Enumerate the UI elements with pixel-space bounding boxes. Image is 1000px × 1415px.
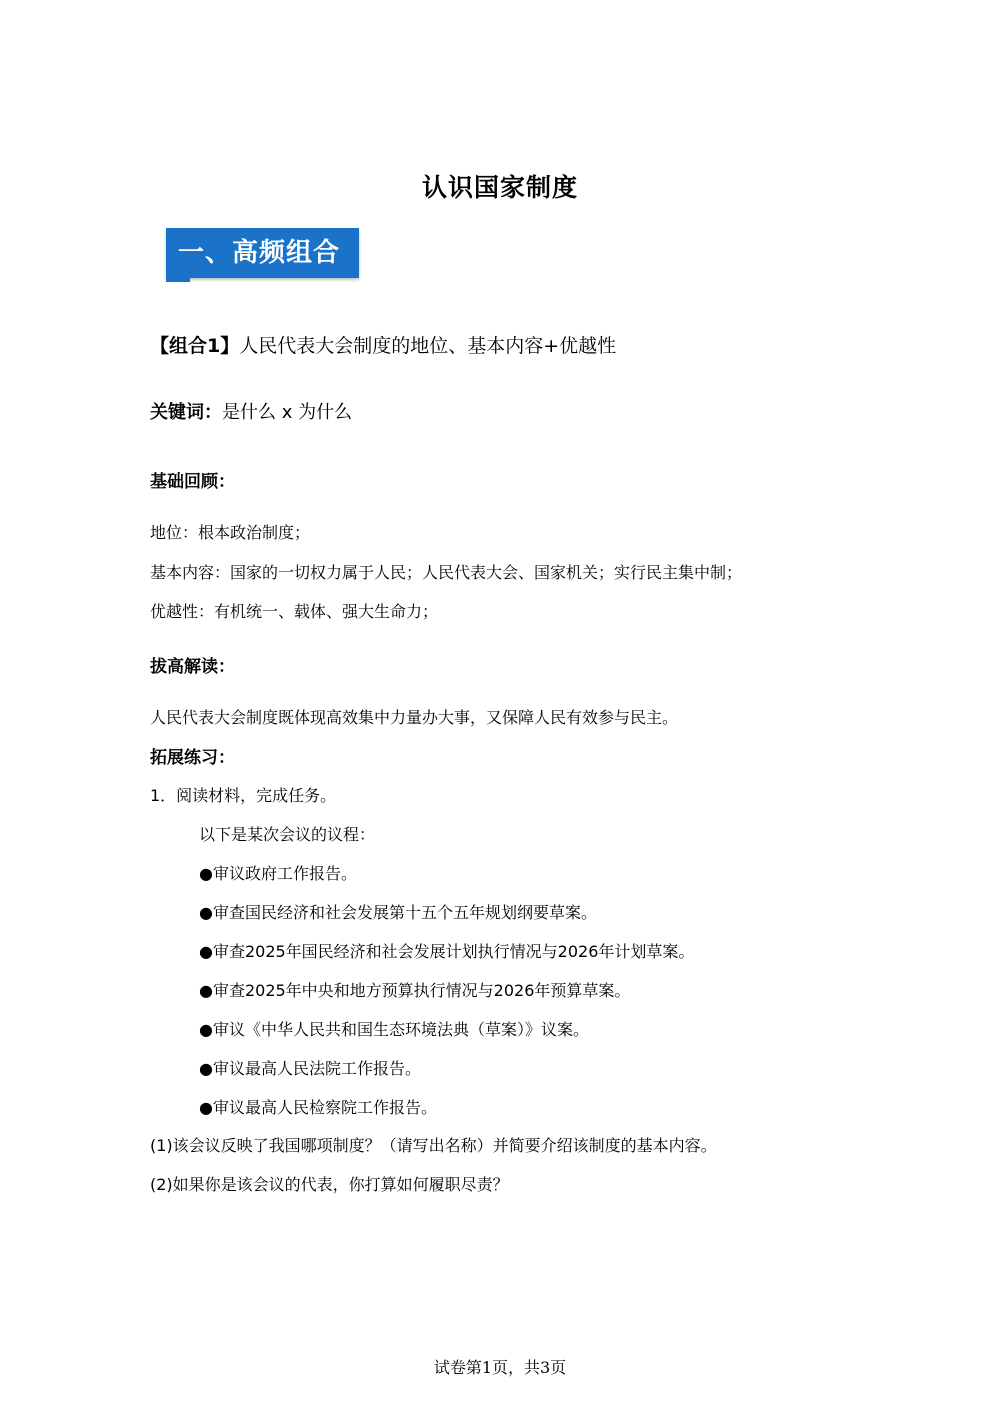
keywords-label: 关键词： [150, 402, 222, 423]
agenda-item: ●审议《中华人民共和国生态环境法典（草案）》议案。 [199, 1020, 589, 1039]
group-text: 人民代表大会制度的地位、基本内容+优越性 [239, 335, 617, 357]
interpret-text: 人民代表大会制度既体现高效集中力量办大事，又保障人民有效参与民主。 [150, 708, 679, 727]
sub-question-1: (1)该会议反映了我国哪项制度？（请写出名称）并简要介绍该制度的基本内容。 [150, 1136, 717, 1155]
banner-tab-decoration [166, 278, 190, 282]
sub-question-2: (2)如果你是该会议的代表，你打算如何履职尽责？ [150, 1175, 509, 1194]
group-heading [150, 331, 616, 358]
interpret-heading: 拔高解读： [150, 657, 235, 677]
agenda-item: ●审议政府工作报告。 [199, 864, 357, 883]
agenda-item: ●审查2025年中央和地方预算执行情况与2026年预算草案。 [199, 981, 631, 1000]
page-title: 认识国家制度 [421, 173, 578, 202]
review-line-advantage: 优越性：有机统一、载体、强大生命力； [150, 602, 439, 621]
section-banner [166, 228, 359, 278]
keywords-line [150, 398, 352, 424]
agenda-item: ●审查2025年国民经济和社会发展计划执行情况与2026年计划草案。 [199, 942, 695, 961]
review-line-position: 地位：根本政治制度； [150, 523, 311, 542]
practice-heading: 拓展练习： [150, 748, 235, 768]
agenda-intro: 以下是某次会议的议程： [199, 825, 376, 844]
agenda-item: ●审议最高人民法院工作报告。 [199, 1059, 421, 1078]
agenda-item: ●审查国民经济和社会发展第十五个五年规划纲要草案。 [199, 903, 597, 922]
practice-question: 1．阅读材料，完成任务。 [150, 786, 337, 805]
keywords-text: 是什么 x 为什么 [222, 402, 353, 423]
page-footer: 试卷第1页，共3页 [433, 1358, 567, 1377]
agenda-item: ●审议最高人民检察院工作报告。 [199, 1098, 437, 1117]
review-heading: 基础回顾： [150, 472, 235, 492]
review-line-content: 基本内容：国家的一切权力属于人民；人民代表大会、国家机关；实行民主集中制； [150, 563, 743, 582]
banner-label: 一、高频组合 [178, 238, 341, 268]
group-label: 【组合1】 [150, 335, 240, 357]
